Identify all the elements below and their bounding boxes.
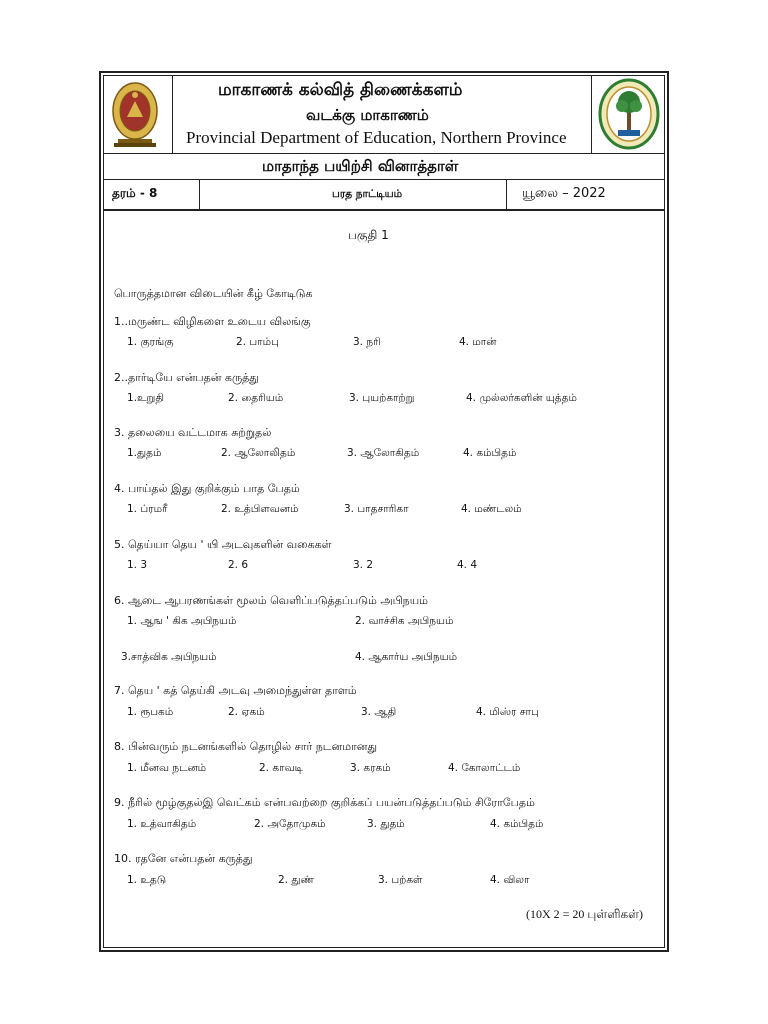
q1-option-3: 3. நரி (353, 336, 381, 348)
instruction-text: பொருத்தமான விடையின் கீழ் கோடிடுக (114, 287, 313, 300)
question-3: 3. தலையை வட்டமாக சுற்றுதல் (114, 426, 272, 439)
header-rule-1 (103, 153, 665, 154)
q7-option-2: 2. ஏகம் (228, 706, 265, 718)
department-title-english: Provincial Department of Education, Northern Province (186, 128, 567, 147)
q1-option-2: 2. பாம்பு (236, 336, 279, 348)
subject-label: பரத நாட்டியம் (332, 188, 403, 200)
q3-option-4: 4. கம்பிதம் (463, 447, 517, 459)
q10-option-2: 2. துண் (278, 874, 314, 886)
sri-lanka-emblem-icon (110, 77, 160, 149)
q4-option-1: 1. ப்ரமரீ (127, 503, 168, 515)
exam-title: மாதாந்த பயிற்சி வினாத்தாள் (262, 157, 459, 175)
q2-option-2: 2. தைரியம் (228, 392, 284, 404)
q6-option-1: 1. ஆங ' கிக அபிநயம் (127, 615, 237, 627)
q4-option-4: 4. மண்டலம் (461, 503, 522, 515)
q1-option-4: 4. மான் (459, 336, 497, 348)
question-10: 10. ரதனே என்பதன் கருத்து (114, 852, 253, 865)
q8-option-1: 1. மீனவ நடனம் (127, 762, 207, 774)
q9-option-4: 4. கம்பிதம் (490, 818, 544, 830)
q7-option-1: 1. ரூபகம் (127, 706, 174, 718)
q6-option-4: 4. ஆகார்ய அபிநயம் (355, 651, 458, 663)
q6-option-2: 2. வாச்சிக அபிநயம் (355, 615, 454, 627)
q8-option-2: 2. காவடி (259, 762, 303, 774)
q2-option-4: 4. முல்லர்களின் யுத்தம் (466, 392, 577, 404)
question-6: 6. ஆடை ஆபரணங்கள் மூலம் வெளிப்படுத்தப்படும் அபிநயம் (114, 594, 428, 607)
header-rule-3 (103, 209, 665, 211)
q9-option-2: 2. அதோமுகம் (254, 818, 326, 830)
q3-option-1: 1.துதம் (127, 447, 162, 459)
province-title-tamil: வடக்கு மாகாணம் (306, 106, 429, 124)
question-4: 4. பாய்தல் இது குறிக்கும் பாத பேதம் (114, 482, 300, 495)
marks-total: (10X 2 = 20 புள்ளிகள்) (526, 907, 643, 921)
q10-option-1: 1. உதடு (127, 874, 167, 886)
info-divider-2 (506, 179, 507, 210)
logo-divider-left (172, 75, 173, 153)
question-7: 7. தெய ' கத் தெய்கி அடவு அமைந்துள்ள தாளம் (114, 684, 357, 697)
question-2: 2..தார்டியே என்பதன் கருத்து (114, 371, 259, 384)
q4-option-3: 3. பாதசாரிகா (344, 503, 409, 515)
q5-option-4: 4. 4 (457, 559, 478, 571)
q5-option-2: 2. 6 (228, 559, 249, 571)
q2-option-1: 1.உறுதி (127, 392, 164, 404)
q5-option-3: 3. 2 (353, 559, 374, 571)
q10-option-4: 4. விலா (490, 874, 530, 886)
q3-option-3: 3. ஆலோகிதம் (347, 447, 420, 459)
q2-option-3: 3. புயற்காற்று (349, 392, 415, 404)
header-rule-2 (103, 179, 665, 180)
q4-option-2: 2. உத்பிளவனம் (221, 503, 299, 515)
q1-option-1: 1. குரங்கு (127, 336, 174, 348)
education-department-logo-icon (598, 78, 660, 150)
section-title: பகுதி 1 (348, 228, 389, 242)
q10-option-3: 3. பற்கள் (378, 874, 423, 886)
info-divider-1 (199, 179, 200, 210)
question-9: 9. நீரில் மூழ்குதல்இ வெட்கம் என்பவற்றை குறிக்கப் பயன்படுத்தப்படும் சிரோபேதம் (114, 796, 535, 809)
grade-label: தரம் - 8 (112, 186, 158, 200)
q5-option-1: 1. 3 (127, 559, 148, 571)
q3-option-2: 2. ஆலோலிதம் (221, 447, 296, 459)
q9-option-1: 1. உத்வாகிதம் (127, 818, 197, 830)
question-1: 1..மருண்ட விழிகளை உடைய விலங்கு (114, 315, 311, 328)
q8-option-3: 3. கரகம் (350, 762, 391, 774)
q7-option-3: 3. ஆதி (361, 706, 397, 718)
q6-option-3: 3.சாத்விக அபிநயம் (121, 651, 217, 663)
q7-option-4: 4. மிஸ்ர சாபு (476, 706, 539, 718)
logo-divider-right (591, 75, 592, 153)
q9-option-3: 3. துதம் (367, 818, 405, 830)
q8-option-4: 4. கோலாட்டம் (448, 762, 521, 774)
date-label: யூலை – 2022 (522, 186, 606, 201)
question-5: 5. தெய்யா தெய ' யி அடவுகளின் வகைகள் (114, 538, 332, 551)
question-8: 8. பின்வரும் நடனங்களில் தொழில் சார் நடனமானது (114, 740, 377, 753)
department-title-tamil: மாகாணக் கல்வித் திணைக்களம் (218, 80, 463, 100)
